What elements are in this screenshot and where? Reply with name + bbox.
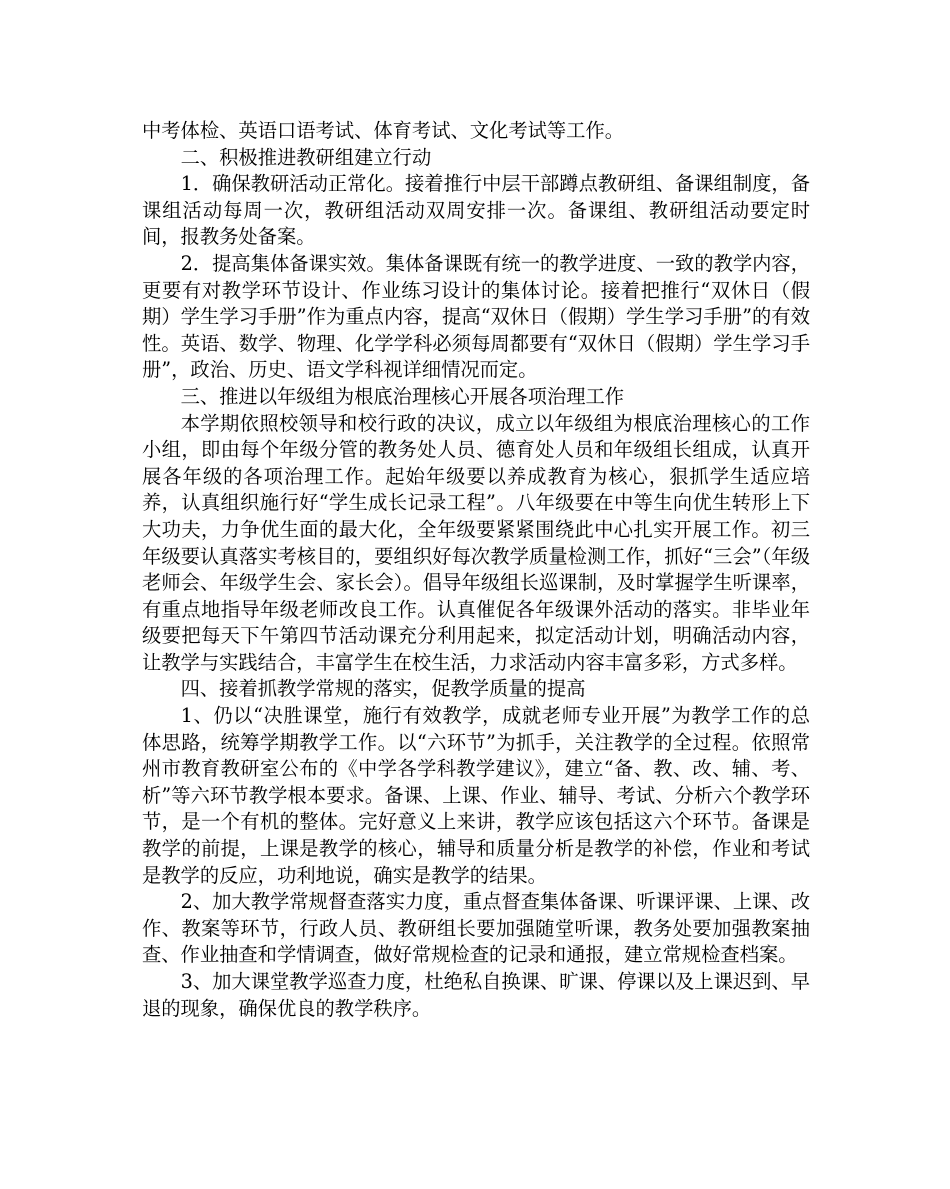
paragraph-continuation: 中考体检、英语口语考试、体育考试、文化考试等工作。 [142, 119, 625, 142]
section-heading-3: 三、推进以年级组为根底治理核心开展各项治理工作 [180, 384, 625, 408]
paragraph-4-3: 3、加大课堂教学巡查力度，杜绝私自换课、旷课、停课以及上课迟到、早退的现象，确保优良的教学秩序。 [142, 970, 810, 1020]
section-heading-4: 四、接着抓教学常规的落实，促教学质量的提高 [180, 677, 586, 701]
paragraph-2-2: 2．提高集体备课实效。集体备课既有统一的教学进度、一致的教学内容，更要有对教学环节设计、作业练习设计的集体讨论。接着把推行“双休日（假期）学生学习手册”作为重点内容，提高“双休日（假期）学生学习手册”的有效性。英语、数学、物理、化学学科必须每周都要有“双休日（假期）学生学习手册”，政治、历史、语文学科视详细情况而定。 [142, 251, 810, 382]
document-body [142, 118, 810, 1022]
section-heading-2: 二、积极推进教研组建立行动 [180, 145, 432, 169]
paragraph-2-1: 1．确保教研活动正常化。接着推行中层干部蹲点教研组、备课组制度，备课组活动每周一次，教研组活动双周安排一次。备课组、教研组活动要定时间，报教务处备案。 [142, 172, 810, 249]
paragraph-4-1: 1、仍以“决胜课堂，施行有效教学，成就老师专业开展”为教学工作的总体思路，统筹学期教学工作。以“六环节”为抓手，关注教学的全过程。依照常州市教育教研室公布的《中学各学科教学建议》，建立“备、教、改、辅、考、析”等六环节教学根本要求。备课、上课、作业、辅导、考试、分析六个教学环节，是一个有机的整体。完好意义上来讲，教学应该包括这六个环节。备课是教学的前提，上课是教学的核心，辅导和质量分析是教学的补偿，作业和考试是教学的反应，功利地说，确实是教学的结果。 [142, 704, 810, 887]
paragraph-4-2: 2、加大教学常规督查落实力度，重点督查集体备课、听课评课、上课、改作、教案等环节，行政人员、教研组长要加强随堂听课，教务处要加强教案抽查、作业抽查和学情调查，做好常规检查的记录和通报，建立常规检查档案。 [142, 890, 810, 967]
paragraph-3-1: 本学期依照校领导和校行政的决议，成立以年级组为根底治理核心的工作小组，即由每个年级分管的教务处人员、德育处人员和年级组长组成，认真开展各年级的各项治理工作。起始年级要以养成教育为核心，狠抓学生适应培养，认真组织施行好“学生成长记录工程”。八年级要在中等生向优生转形上下大功夫，力争优生面的最大化，全年级要紧紧围绕此中心扎实开展工作。初三年级要认真落实考核目的，要组织好每次教学质量检测工作，抓好“三会”（年级老师会、年级学生会、家长会）。倡导年级组长巡课制，及时掌握学生听课率，有重点地指导年级老师改良工作。认真催促各年级课外活动的落实。非毕业年级要把每天下午第四节活动课充分利用起来，拟定活动计划，明确活动内容，让教学与实践结合，丰富学生在校生活，力求活动内容丰富多彩，方式多样。 [142, 411, 810, 674]
